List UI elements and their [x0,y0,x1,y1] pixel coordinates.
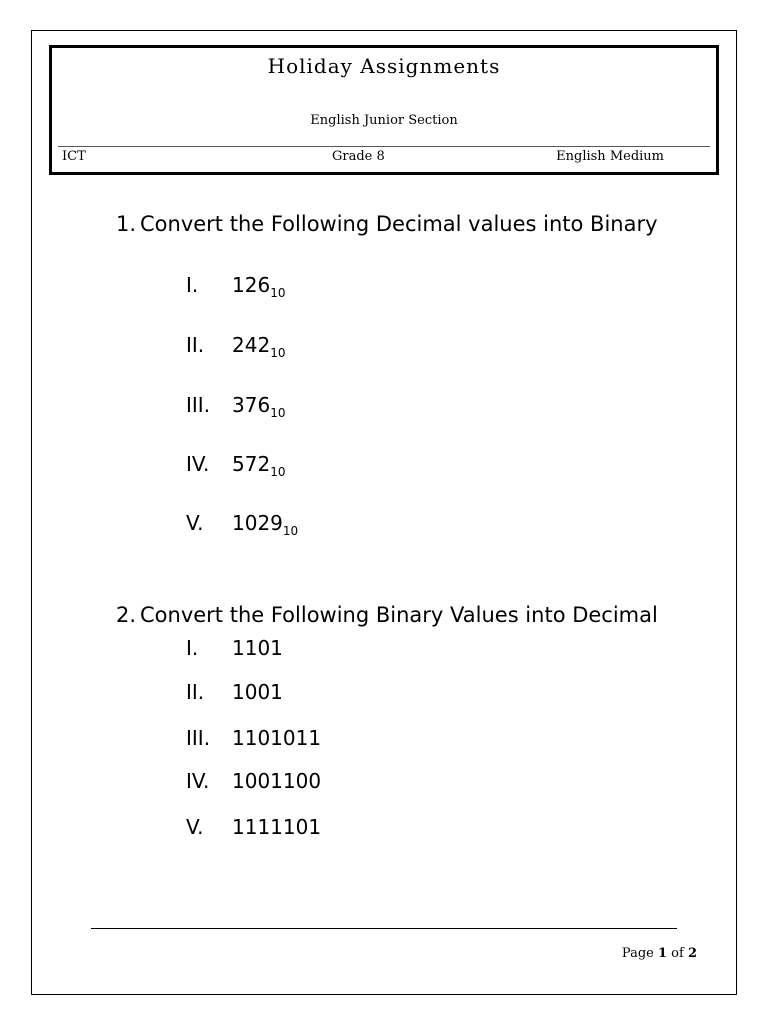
total-pages: 2 [687,946,697,961]
item-value: 572 [232,452,271,476]
item-numeral: IV. [186,769,210,793]
subject-label: ICT [62,149,86,164]
item-value: 1001100 [232,769,322,793]
list-item [186,680,283,704]
page-word: Page [621,946,654,961]
document-title: Holiday Assignments [267,54,501,78]
grade-label: Grade 8 [332,149,385,164]
footer-divider [91,928,677,929]
list-item [186,393,285,420]
question-number: 2. [116,603,137,627]
list-item [186,769,321,793]
item-base: 10 [282,524,299,538]
item-value: 1029 [232,511,283,535]
item-numeral: II. [186,333,205,357]
list-item [186,726,321,750]
item-value: 1111101 [232,815,322,839]
list-item [186,636,283,660]
item-value: 1101 [232,636,283,660]
list-item [186,452,285,479]
item-numeral: IV. [186,452,210,476]
item-numeral: V. [186,511,204,535]
item-base: 10 [270,465,286,479]
question-2 [116,603,658,627]
question-text: Convert the Following Binary Values into Decimal [140,603,658,627]
item-numeral: V. [186,815,204,839]
list-item [186,511,298,538]
current-page: 1 [657,946,668,961]
header-divider [58,146,710,147]
item-numeral: III. [186,726,211,750]
item-numeral: II. [186,680,205,704]
item-value: 242 [232,333,271,357]
item-numeral: I. [186,636,199,660]
item-numeral: I. [186,273,199,297]
question-text: Convert the Following Decimal values into Binary [140,212,658,236]
header-info-row [60,149,708,169]
list-item [186,333,285,360]
item-value: 126 [232,273,271,297]
list-item [186,815,321,839]
medium-label: English Medium [556,149,664,164]
item-value: 376 [232,393,271,417]
item-value: 1001 [232,680,283,704]
item-value: 1101011 [232,726,322,750]
item-base: 10 [270,346,286,360]
question-1 [116,212,658,236]
header-box [49,45,719,175]
item-base: 10 [270,406,286,420]
list-item [186,273,285,300]
of-word: of [671,946,684,961]
page-number [622,946,697,961]
section-subtitle: English Junior Section [310,113,458,128]
question-number: 1. [116,212,137,236]
item-base: 10 [270,286,286,300]
item-numeral: III. [186,393,211,417]
